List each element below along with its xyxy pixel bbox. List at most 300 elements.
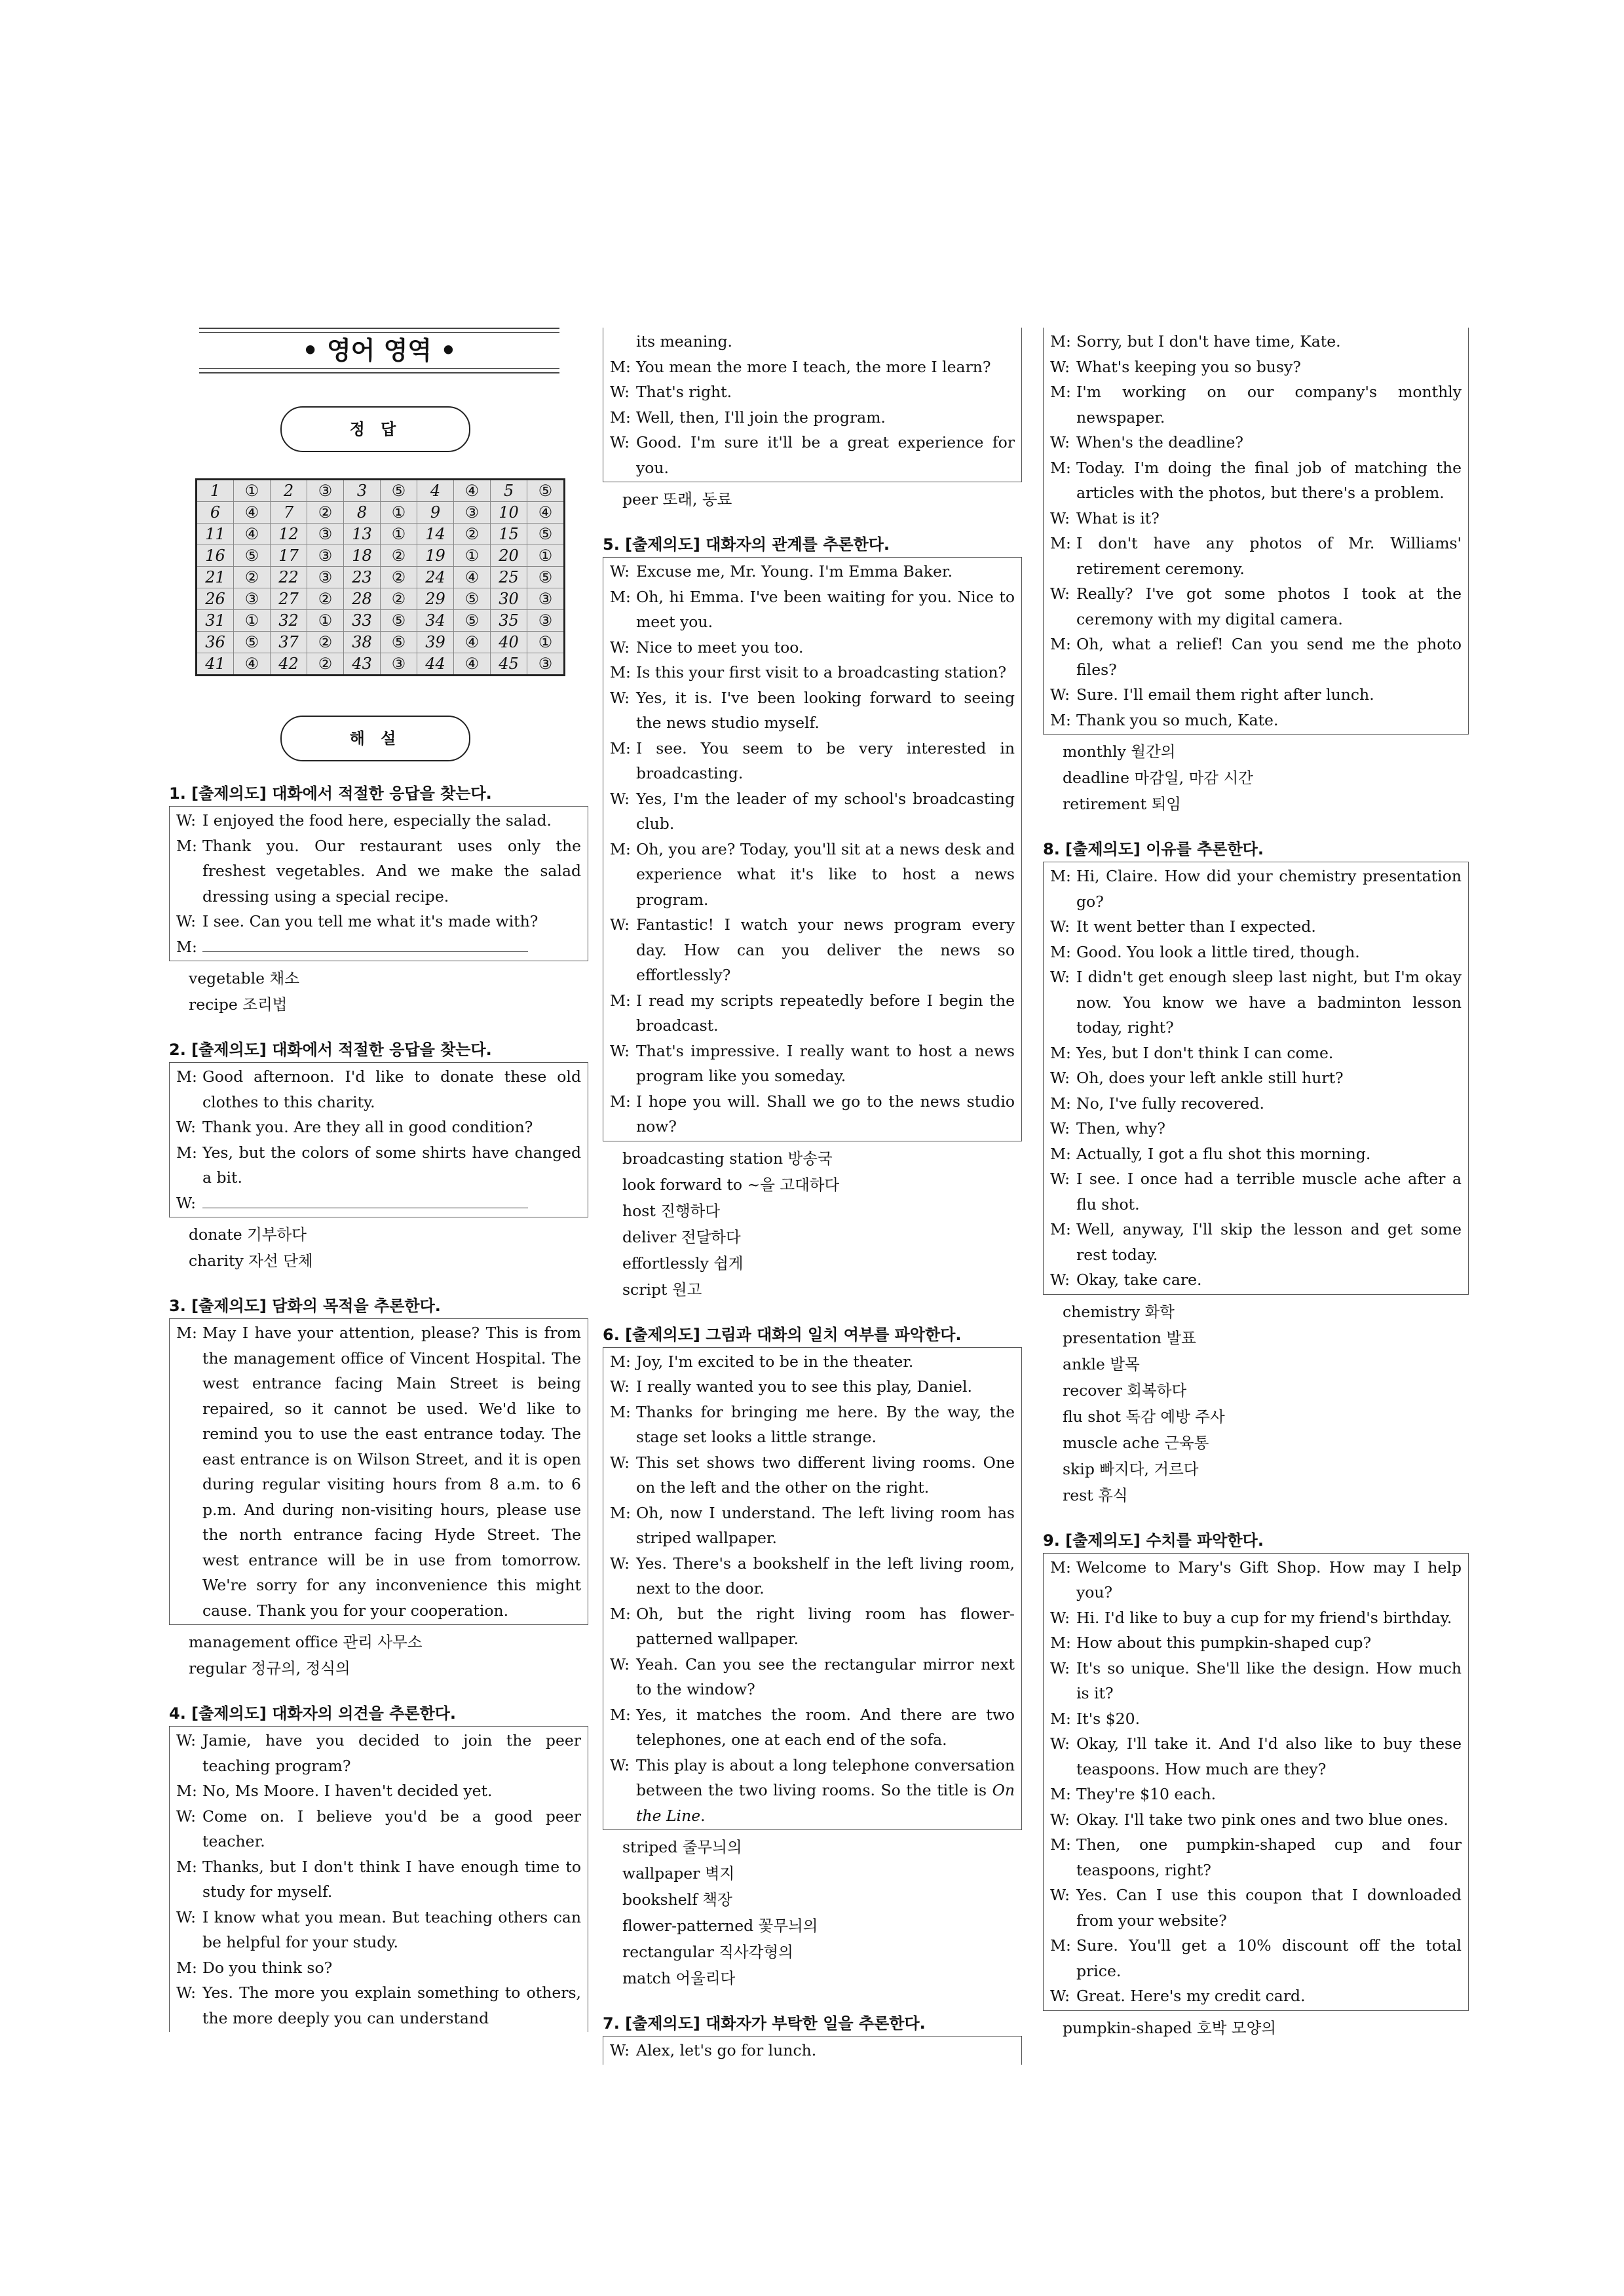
- question-number: 32: [271, 610, 307, 632]
- dialogue-text: This set shows two different living rooms. One on the left and the other on the right.: [636, 1453, 1015, 1497]
- question-heading: 8. [출제의도] 이유를 추론한다.: [1043, 840, 1264, 858]
- question-number: 10: [491, 502, 527, 524]
- vocabulary-item: vegetable 채소: [189, 969, 299, 987]
- explanation-label: 해 설: [280, 716, 470, 761]
- dialogue-text: Oh, you are? Today, you'll sit at a news desk and experience what it's like to host a news program.: [636, 839, 1015, 909]
- dialogue-line: [610, 1551, 1015, 1601]
- vocabulary-item: ankle 발목: [1063, 1354, 1140, 1373]
- speaker-label: M:: [176, 937, 197, 956]
- answer-choice: ⑤: [454, 588, 491, 610]
- speaker-label: W:: [610, 562, 630, 581]
- answer-choice: ②: [307, 502, 344, 524]
- question-number: 23: [344, 567, 381, 588]
- speaker-label: W:: [1050, 1734, 1070, 1753]
- vocabulary-item: presentation 발표: [1063, 1328, 1196, 1347]
- dialogue-box: [169, 1318, 588, 1625]
- vocabulary-item: match 어울리다: [622, 1969, 736, 1987]
- dialogue-line: [610, 379, 1015, 405]
- vocabulary-item: look forward to ~을 고대하다: [622, 1175, 840, 1194]
- dialogue-text: Well, then, I'll join the program.: [636, 408, 886, 427]
- dialogue-text: Actually, I got a flu shot this morning.: [1076, 1144, 1371, 1163]
- dialogue-text: I don't have any photos of Mr. Williams' retirement ceremony.: [1076, 534, 1462, 578]
- vocabulary-item: pumpkin-shaped 호박 모양의: [1063, 2018, 1276, 2037]
- speaker-label: W:: [610, 688, 630, 707]
- speaker-label: M:: [1050, 1835, 1071, 1854]
- answer-row: [197, 480, 565, 502]
- dialogue-box: [169, 1726, 588, 2032]
- answer-row: [197, 588, 565, 610]
- speaker-label: W:: [1050, 508, 1070, 527]
- dialogue-text: Yes. There's a bookshelf in the left living room, next to the door.: [636, 1554, 1015, 1598]
- dialogue-line: [1050, 1555, 1462, 1605]
- dialogue-text: What's keeping you so busy?: [1076, 357, 1301, 376]
- question-number: 20: [491, 545, 527, 567]
- question-5: [603, 532, 1022, 1303]
- dialogue-text: Sure. I'll email them right after lunch.: [1076, 685, 1374, 704]
- answer-row: [197, 545, 565, 567]
- dialogue-line: [1050, 914, 1462, 940]
- dialogue-text: I read my scripts repeatedly before I begin the broadcast.: [636, 991, 1015, 1035]
- dialogue-text: I know what you mean. But teaching others can be helpful for your study.: [202, 1907, 581, 1951]
- dialogue-text: I didn't get enough sleep last night, but I'm okay now. You know we have a badminton lesson today, right?: [1076, 968, 1462, 1037]
- dialogue-box: [603, 557, 1022, 1141]
- dialogue-text: Yes, I'm the leader of my school's broadcasting club.: [636, 789, 1015, 833]
- vocabulary-item: flu shot 독감 예방 주사: [1063, 1407, 1225, 1426]
- dialogue-box: [1043, 328, 1469, 735]
- answer-choice: ②: [234, 567, 271, 588]
- dialogue-line: [610, 1374, 1015, 1400]
- dialogue-text: its meaning.: [636, 332, 732, 351]
- speaker-label: W:: [610, 383, 630, 401]
- speaker-label: W:: [610, 2041, 630, 2059]
- dialogue-line: [176, 1320, 581, 1623]
- dialogue-text: Thank you. Our restaurant uses only the freshest vegetables. And we make the salad dressing using a special recipe.: [202, 836, 581, 906]
- question-number: 21: [197, 567, 234, 588]
- answer-table: [195, 478, 565, 676]
- vocabulary-item: management office 관리 사무소: [189, 1633, 423, 1651]
- question-number: 25: [491, 567, 527, 588]
- dialogue-line: [610, 1501, 1015, 1551]
- question-number: 4: [417, 480, 454, 502]
- dialogue-line: [1050, 1267, 1462, 1293]
- speaker-label: W:: [610, 789, 630, 808]
- dialogue-line: [610, 685, 1015, 736]
- answer-row: [197, 567, 565, 588]
- dialogue-text-part: This play is about a long telephone conversation between the two living rooms. So the title is: [636, 1755, 1015, 1799]
- answer-row: [197, 632, 565, 653]
- dialogue-text: Good afternoon. I'd like to donate these old clothes to this charity.: [202, 1067, 581, 1111]
- question-4-continued: [603, 328, 1022, 512]
- dialogue-text: They're $10 each.: [1076, 1785, 1217, 1803]
- answer-row: [197, 610, 565, 632]
- vocabulary-item: recover 회복하다: [1063, 1381, 1187, 1400]
- dialogue-text: Okay, I'll take it. And I'd also like to buy these teaspoons. How much are they?: [1076, 1734, 1462, 1778]
- answer-choice: ③: [234, 588, 271, 610]
- answer-choice: ④: [234, 653, 271, 676]
- speaker-label: W:: [610, 1755, 630, 1774]
- question-number: 44: [417, 653, 454, 676]
- answer-choice: ④: [527, 502, 565, 524]
- question-number: 11: [197, 524, 234, 545]
- dialogue-text: When's the deadline?: [1076, 433, 1243, 451]
- dialogue-text: It's $20.: [1076, 1709, 1141, 1728]
- answer-choice: ③: [527, 653, 565, 676]
- dialogue-text: Oh, does your left ankle still hurt?: [1076, 1069, 1344, 1087]
- dialogue-line: [1050, 1782, 1462, 1807]
- dialogue-text: Come on. I believe you'd be a good peer teacher.: [202, 1807, 581, 1850]
- dialogue-line: [176, 1778, 581, 1804]
- question-number: 30: [491, 588, 527, 610]
- question-7-continued: [1043, 328, 1469, 817]
- question-number: 24: [417, 567, 454, 588]
- vocabulary-list: [1043, 2015, 1469, 2041]
- dialogue-line: [610, 1450, 1015, 1501]
- speaker-label: M:: [610, 738, 631, 757]
- question-number: 35: [491, 610, 527, 632]
- answer-choice: ⑤: [454, 610, 491, 632]
- dialogue-text: It's so unique. She'll like the design. How much is it?: [1076, 1658, 1462, 1702]
- question-number: 43: [344, 653, 381, 676]
- dialogue-line: [1050, 354, 1462, 380]
- dialogue-line: [176, 808, 581, 833]
- speaker-label: M:: [1050, 1220, 1071, 1238]
- speaker-label: M:: [610, 1352, 631, 1371]
- question-number: 15: [491, 524, 527, 545]
- answer-choice: ①: [454, 545, 491, 567]
- dialogue-text: What is it?: [1076, 508, 1160, 527]
- question-number: 28: [344, 588, 381, 610]
- question-number: 8: [344, 502, 381, 524]
- dialogue-line: [1050, 379, 1462, 430]
- question-number: 41: [197, 653, 234, 676]
- speaker-label: W:: [1050, 1069, 1070, 1087]
- dialogue-text: I see. I once had a terrible muscle ache after a flu shot.: [1076, 1170, 1462, 1214]
- dialogue-text: It went better than I expected.: [1076, 917, 1316, 936]
- vocabulary-item: rectangular 직사각형의: [622, 1943, 793, 1961]
- dialogue-line: [176, 1115, 581, 1140]
- dialogue-text: Welcome to Mary's Gift Shop. How may I help you?: [1076, 1558, 1462, 1601]
- question-number: 3: [344, 480, 381, 502]
- vocabulary-item: donate 기부하다: [189, 1225, 307, 1244]
- vocabulary-item: regular 정규의, 정식의: [189, 1659, 350, 1677]
- speaker-label: W:: [1050, 584, 1070, 603]
- speaker-label: M:: [176, 1857, 197, 1876]
- dialogue-line: [1050, 1832, 1462, 1883]
- answer-blank-line: [176, 1191, 581, 1216]
- dialogue-line: [610, 736, 1015, 786]
- speaker-label: M:: [610, 408, 631, 427]
- dialogue-line: [1050, 506, 1462, 531]
- question-number: 42: [271, 653, 307, 676]
- vocabulary-item: deadline 마감일, 마감 시간: [1063, 769, 1253, 787]
- dialogue-line: [1050, 864, 1462, 914]
- answer-choice: ③: [307, 524, 344, 545]
- dialogue-line: [176, 909, 581, 934]
- speaker-label: W:: [610, 1655, 630, 1674]
- question-number: 37: [271, 632, 307, 653]
- speaker-label: M:: [610, 1402, 631, 1421]
- dialogue-line: [610, 354, 1015, 380]
- answer-row: [197, 524, 565, 545]
- dialogue-text: Yes, but the colors of some shirts have changed a bit.: [202, 1143, 581, 1187]
- section-title-bar: [199, 328, 559, 373]
- answer-choice: ②: [307, 588, 344, 610]
- dialogue-line: [176, 1064, 581, 1115]
- question-number: 33: [344, 610, 381, 632]
- speaker-label: M:: [610, 663, 631, 681]
- question-number: 2: [271, 480, 307, 502]
- vocabulary-list: [1043, 1299, 1469, 1508]
- vocabulary-item: effortlessly 쉽게: [622, 1253, 744, 1272]
- dialogue-text: Joy, I'm excited to be in the theater.: [636, 1352, 914, 1371]
- vocabulary-list: [1043, 738, 1469, 817]
- vocabulary-item: wallpaper 벽지: [622, 1864, 735, 1883]
- dialogue-line: [610, 1349, 1015, 1375]
- speaker-label: W:: [610, 1041, 630, 1060]
- speaker-label: M:: [610, 1604, 631, 1623]
- speaker-label: M:: [610, 357, 631, 376]
- section-title: • 영어 영역 •: [199, 332, 559, 369]
- dialogue-text: Alex, let's go for lunch.: [636, 2041, 817, 2059]
- dialogue-text: Okay. I'll take two pink ones and two blue ones.: [1076, 1810, 1448, 1829]
- dialogue-box: [1043, 1553, 1469, 2011]
- dialogue-text: Then, why?: [1076, 1119, 1165, 1138]
- vocabulary-list: [603, 1145, 1022, 1303]
- dialogue-text: Today. I'm doing the final job of matching the articles with the photos, but there's a problem.: [1076, 458, 1462, 502]
- vocabulary-item: muscle ache 근육통: [1063, 1433, 1209, 1452]
- speaker-label: M:: [610, 991, 631, 1010]
- answer-choice: ⑤: [381, 480, 417, 502]
- question-number: 26: [197, 588, 234, 610]
- answer-choice: ③: [527, 610, 565, 632]
- dialogue-text: Okay, take care.: [1076, 1271, 1202, 1289]
- speaker-label: W:: [176, 1731, 197, 1750]
- dialogue-line: [610, 2038, 1015, 2063]
- speaker-label: W:: [1050, 1608, 1070, 1627]
- answer-choice: ①: [307, 610, 344, 632]
- speaker-label: W:: [610, 1453, 630, 1472]
- dialogue-text: That's impressive. I really want to host a news program like you someday.: [636, 1041, 1015, 1085]
- answer-choice: ③: [381, 653, 417, 676]
- question-heading: 5. [출제의도] 대화자의 관계를 추론한다.: [603, 535, 890, 554]
- question-number: 12: [271, 524, 307, 545]
- speaker-label: M:: [1050, 332, 1071, 351]
- question-number: 39: [417, 632, 454, 653]
- question-number: 45: [491, 653, 527, 676]
- answer-choice: ②: [381, 545, 417, 567]
- vocabulary-item: peer 또래, 동료: [622, 490, 732, 508]
- question-number: 40: [491, 632, 527, 653]
- dialogue-text: Thank you so much, Kate.: [1076, 710, 1279, 729]
- speaker-label: M:: [1050, 383, 1071, 401]
- speaker-label: M:: [610, 1705, 631, 1724]
- dialogue-line: [1050, 708, 1462, 733]
- dialogue-text: Yes. Can I use this coupon that I downloaded from your website?: [1076, 1886, 1462, 1930]
- speaker-label: W:: [176, 912, 197, 930]
- dialogue-text: Hi. I'd like to buy a cup for my friend's birthday.: [1076, 1608, 1452, 1627]
- dialogue-line: [1050, 1933, 1462, 1983]
- question-number: 22: [271, 567, 307, 588]
- speaker-label: M:: [1050, 1144, 1071, 1163]
- question-number: 16: [197, 545, 234, 567]
- dialogue-line: [176, 1905, 581, 1955]
- speaker-label: M:: [1050, 1558, 1071, 1577]
- dialogue-text: Yes, but I don't think I can come.: [1076, 1043, 1334, 1062]
- dialogue-text: May I have your attention, please? This is from the management office of Vincent Hospital. The west entrance facing Main Street is being repaired, so it cannot be used. We'd like to remind you to use the east entrance today. The east entrance is on Wilson Street, and it is open during regular visiting hours from 8 a.m. to 6 p.m. And during non-visiting hours, please use the north entrance facing Hyde Street. The west entrance will be in use from tomorrow. We're sorry for any inconvenience this might cause. Thank you for your cooperation.: [202, 1324, 581, 1620]
- answer-choice: ①: [381, 524, 417, 545]
- question-4: [169, 1701, 588, 2032]
- dialogue-line: [176, 1728, 581, 1778]
- answer-choice: ①: [234, 610, 271, 632]
- dialogue-line: [610, 912, 1015, 988]
- dialogue-text: Thank you. Are they all in good condition?: [202, 1118, 533, 1136]
- answer-choice: ③: [454, 502, 491, 524]
- dialogue-line: [1050, 965, 1462, 1041]
- dialogue-text: Nice to meet you too.: [636, 638, 804, 657]
- speaker-label: M:: [176, 1958, 197, 1977]
- dialogue-text: Good. I'm sure it'll be a great experience for you.: [636, 433, 1015, 477]
- speaker-label: W:: [176, 1907, 197, 1926]
- question-heading: 6. [출제의도] 그림과 대화의 일치 여부를 파악한다.: [603, 1325, 962, 1344]
- question-number: 34: [417, 610, 454, 632]
- dialogue-line: [610, 837, 1015, 913]
- question-number: 7: [271, 502, 307, 524]
- dialogue-box: [603, 328, 1022, 482]
- dialogue-text: Yes. The more you explain something to others, the more deeply you can understand: [202, 1983, 581, 2027]
- answer-choice: ②: [381, 588, 417, 610]
- question-2: [169, 1037, 588, 1274]
- dialogue-line: [1050, 1807, 1462, 1833]
- dialogue-text: I see. Can you tell me what it's made with?: [202, 912, 538, 930]
- speaker-label: W:: [176, 1983, 197, 2002]
- speaker-label: W:: [1050, 1987, 1070, 2005]
- play-title: On the Line: [636, 1781, 1015, 1825]
- speaker-label: W:: [610, 915, 630, 934]
- dialogue-text: Excuse me, Mr. Young. I'm Emma Baker.: [636, 562, 953, 581]
- vocabulary-item: striped 줄무늬의: [622, 1838, 742, 1856]
- dialogue-line: [1050, 1731, 1462, 1782]
- question-number: 17: [271, 545, 307, 567]
- vocabulary-list: [603, 486, 1022, 512]
- dialogue-text: Really? I've got some photos I took at the ceremony with my digital camera.: [1076, 584, 1462, 628]
- dialogue-text: Then, one pumpkin-shaped cup and four teaspoons, right?: [1076, 1835, 1462, 1879]
- answer-choice: ⑤: [234, 545, 271, 567]
- answer-choice: ③: [307, 567, 344, 588]
- speaker-label: W:: [176, 1118, 197, 1136]
- answer-choice: ⑤: [234, 632, 271, 653]
- dialogue-line: [610, 405, 1015, 430]
- vocabulary-item: monthly 월간의: [1063, 742, 1176, 761]
- answer-choice: ②: [307, 632, 344, 653]
- dialogue-line: [1050, 455, 1462, 506]
- answer-choice: ④: [454, 653, 491, 676]
- dialogue-line: [1050, 1605, 1462, 1631]
- dialogue-text: This play is about a long telephone conversation between the two living rooms. So the title is On the Line.: [636, 1755, 1015, 1825]
- speaker-label: M:: [1050, 1709, 1071, 1728]
- dialogue-line: [176, 1854, 581, 1905]
- speaker-label: M:: [176, 836, 197, 855]
- speaker-label: W:: [1050, 1271, 1070, 1289]
- dialogue-line: [176, 833, 581, 909]
- question-9: [1043, 1528, 1469, 2041]
- vocabulary-list: [169, 965, 588, 1018]
- vocabulary-list: [603, 1834, 1022, 1991]
- dialogue-line: [176, 1955, 581, 1981]
- vocabulary-list: [169, 1221, 588, 1274]
- answer-choice: ②: [381, 567, 417, 588]
- vocabulary-item: deliver 전달하다: [622, 1227, 741, 1246]
- question-1: [169, 781, 588, 1018]
- speaker-label: W:: [610, 433, 630, 451]
- dialogue-line: [610, 430, 1015, 480]
- dialogue-box: [603, 2036, 1022, 2065]
- dialogue-text: I hope you will. Shall we go to the news studio now?: [636, 1092, 1015, 1136]
- dialogue-line: [1050, 1630, 1462, 1656]
- answer-choice: ④: [234, 524, 271, 545]
- dialogue-line: [1050, 581, 1462, 632]
- dialogue-box: [169, 806, 588, 961]
- question-heading: 2. [출제의도] 대화에서 적절한 응답을 찾는다.: [169, 1041, 492, 1059]
- column-1: [169, 328, 588, 2032]
- question-number: 29: [417, 588, 454, 610]
- dialogue-text: Jamie, have you decided to join the peer teaching program?: [202, 1731, 581, 1775]
- dialogue-text: Do you think so?: [202, 1958, 333, 1977]
- column-3: [1043, 328, 1469, 2041]
- answer-label: 정 답: [280, 406, 470, 452]
- question-number: 5: [491, 480, 527, 502]
- dialogue-line: [176, 1140, 581, 1191]
- vocabulary-item: script 원고: [622, 1280, 702, 1299]
- question-number: 9: [417, 502, 454, 524]
- speaker-label: W:: [1050, 917, 1070, 936]
- dialogue-text: That's right.: [636, 383, 732, 401]
- question-number: 6: [197, 502, 234, 524]
- dialogue-text: Yeah. Can you see the rectangular mirror next to the window?: [636, 1655, 1015, 1698]
- speaker-label: M:: [1050, 1634, 1071, 1652]
- dialogue-box: [603, 1347, 1022, 1831]
- dialogue-text: Yes, it is. I've been looking forward to seeing the news studio myself.: [636, 688, 1015, 732]
- answer-blank: [202, 937, 528, 952]
- dialogue-line: [610, 1652, 1015, 1702]
- answer-choice: ④: [454, 480, 491, 502]
- answer-choice: ②: [454, 524, 491, 545]
- answer-choice: ⑤: [381, 632, 417, 653]
- dialogue-text: Great. Here's my credit card.: [1076, 1987, 1306, 2005]
- dialogue-line: [1050, 1141, 1462, 1167]
- vocabulary-item: recipe 조리법: [189, 995, 288, 1014]
- dialogue-text: I enjoyed the food here, especially the salad.: [202, 811, 552, 830]
- vocabulary-item: retirement 퇴임: [1063, 795, 1181, 813]
- speaker-label: W:: [610, 1377, 630, 1396]
- dialogue-text: Yes, it matches the room. And there are two telephones, one at each end of the sofa.: [636, 1705, 1015, 1749]
- dialogue-line: [1050, 1656, 1462, 1706]
- dialogue-text: I'm working on our company's monthly newspaper.: [1076, 383, 1462, 427]
- answer-row: [197, 502, 565, 524]
- dialogue-text: Oh, hi Emma. I've been waiting for you. Nice to meet you.: [636, 587, 1015, 631]
- speaker-label: M:: [1050, 1785, 1071, 1803]
- answer-choice: ④: [234, 502, 271, 524]
- dialogue-text: I really wanted you to see this play, Daniel.: [636, 1377, 972, 1396]
- question-7: [603, 2011, 1022, 2065]
- question-8: [1043, 837, 1469, 1508]
- answer-choice: ②: [307, 653, 344, 676]
- question-number: 27: [271, 588, 307, 610]
- dialogue-text: Thanks, but I don't think I have enough time to study for myself.: [202, 1857, 581, 1901]
- speaker-label: M:: [1050, 1936, 1071, 1955]
- question-6: [603, 1322, 1022, 1992]
- dialogue-line: [1050, 1091, 1462, 1117]
- speaker-label: W:: [176, 811, 197, 830]
